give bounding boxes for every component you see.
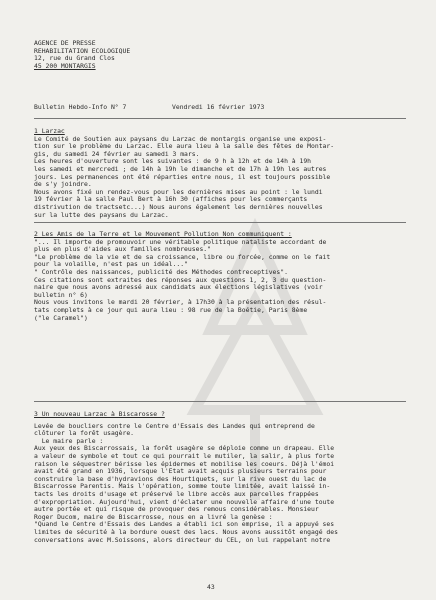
paragraph-line: raison le séquestrer bérisse les épidermes et mobilise les coeurs. Déjà l'émoi <box>34 459 335 468</box>
paragraph-line: naire que nous avons adressé aux candidats aux élections législatives (voir <box>34 283 323 292</box>
paragraph-line: autre portée et qui risque de provoquer des remous considérables. Monsieur <box>34 505 319 514</box>
page-number: 43 <box>207 583 215 591</box>
paragraph-line: Nous vous invitons le mardi 20 février, à 17h30 à la présentation des résul- <box>34 298 327 307</box>
paragraph-line: tion sur le problème du Larzac. Elle aura lieu à la salle des fêtes de Montar- <box>34 142 335 151</box>
paragraph-line: Ces citations sont extraites des réponses aux questions 1, 2, 3 du question- <box>34 275 327 284</box>
divider-line <box>34 118 406 119</box>
paragraph-line: "Le problème de la vie et de sa croissance, libre ou forcée, comme on le fait <box>34 252 331 261</box>
divider-line <box>34 222 406 223</box>
paragraph-line: a valeur de symbole et tout ce qui pourrait le mutiler, la salir, à plus forte <box>34 451 335 460</box>
divider-line <box>34 401 406 402</box>
section-title: 1 Larzac <box>34 127 65 135</box>
paragraph-line: tats complets à ce jour qui aura lieu : 98 rue de la Boétie, Paris 8ème <box>34 305 308 314</box>
paragraph-line: distrivution de tractsetc...) Nous aurons également les dernières nouvelles <box>34 202 323 211</box>
paragraph-line: construire la base d'hydravions des Hourtiquets, sur la rive ouest du lac de <box>34 474 327 483</box>
paragraph-line: ("le Caramel") <box>34 313 88 322</box>
paragraph-line: "... Il importe de promouvoir une véritable politique nataliste accordant de <box>34 237 327 246</box>
bulletin-header <box>34 104 406 112</box>
section-title: 2 Les Amis de la Terre et le Mouvement Pollution Non communiquent : <box>34 230 292 238</box>
city-postcode: 45 200 MONTARGIS <box>34 61 96 70</box>
paragraph-line: d'expropriation. Aujourd'hui, vient d'éclater une nouvelle affaire d'une toute <box>34 497 335 506</box>
paragraph-line: plus en plus d'aides aux familles nombreuses." <box>34 245 211 254</box>
section-amis-de-la-terre <box>34 231 406 322</box>
org-name-line2: REHABILITATION ECOLOGIQUE <box>34 46 131 55</box>
paragraph-line: bulletin n° 6) <box>34 290 88 299</box>
sender-address-block <box>34 40 130 70</box>
paragraph-line: Nous avons fixé un rendez-vous pour les dernières mises au point : le lundi <box>34 187 323 196</box>
paragraph-line: jours. Les permanences ont été réparties entre nous, il est toujours possible <box>34 172 331 181</box>
paragraph-line: Les heures d'ouverture sont les suivantes : de 9 h à 12h et de 14h à 19h <box>34 157 312 166</box>
paragraph-line: Roger Ducom, maire de Biscarrosse, nous en a livré la genèse : <box>34 512 273 521</box>
paragraph-line: avait été grand en 1936, lorsque l'Etat avait acquis plusieurs terrains pour <box>34 467 327 476</box>
paragraph-line: Aux yeux des Biscarrossais, la forêt usagère se déploie comme un drapeau. Elle <box>34 444 335 453</box>
paragraph-line: tacts les droits d'usage et préservé le libre accès aux parcelles frappées <box>34 489 319 498</box>
section-biscarrosse <box>34 411 406 544</box>
org-name-line1: AGENCE DE PRESSE <box>34 39 96 47</box>
paragraph-line: " Contrôle des naissances, publicité des Méthodes contreceptives". <box>34 267 288 276</box>
paragraph-line: sur la lutte des paysans du Larzac. <box>34 210 169 219</box>
street-address: 12, rue du Grand Clos <box>34 54 115 63</box>
paragraph-line: 19 février à la salle Paul Bert à 16h 30 (affiches pour les commerçants <box>34 195 308 204</box>
section-title: 3 Un nouveau Larzac à Biscarosse ? <box>34 410 165 418</box>
paragraph-line: les samedi et mercredi ; de 14h à 19h le dimanche et de 17h à 19h les autres <box>34 164 327 173</box>
paragraph-line: Levée de boucliers contre le Centre d'Essais des Landes qui entreprend de <box>34 421 315 430</box>
bulletin-date: Vendredi 16 février 1973 <box>172 103 265 111</box>
paragraph-line: gis, du samedi 24 février au samedi 3 mars. <box>34 149 200 158</box>
paragraph-line: "Quand le Centre d'Essais des Landes a établi ici son emprise, il a appuyé ses <box>34 520 335 529</box>
paragraph-line: Le Comité de Soutien aux paysans du Larzac de montargis organise une exposi- <box>34 134 327 143</box>
paragraph-line: Biscarrosse Parentis. Mais l'opération, somme toute limitée, avait laissé in- <box>34 482 331 491</box>
section-larzac <box>34 128 406 219</box>
paragraph-line: limites de sécurité à la bordure ouest des lacs. Nous avons aussitôt engagé des <box>34 527 338 536</box>
paragraph-line: Le maire parle : <box>34 436 104 445</box>
paragraph-line: conversations avec M.Soissons, alors directeur du CEL, on lui rappelant notre <box>34 535 331 544</box>
bulletin-title: Bulletin Hebdo-Info N° 7 <box>34 103 127 111</box>
paragraph-line: clôturer la forêt usagère. <box>34 429 135 438</box>
paragraph-line: pour la volaille, n'est pas un idéal..." <box>34 260 188 269</box>
paragraph-line: de s'y joindre. <box>34 180 92 189</box>
